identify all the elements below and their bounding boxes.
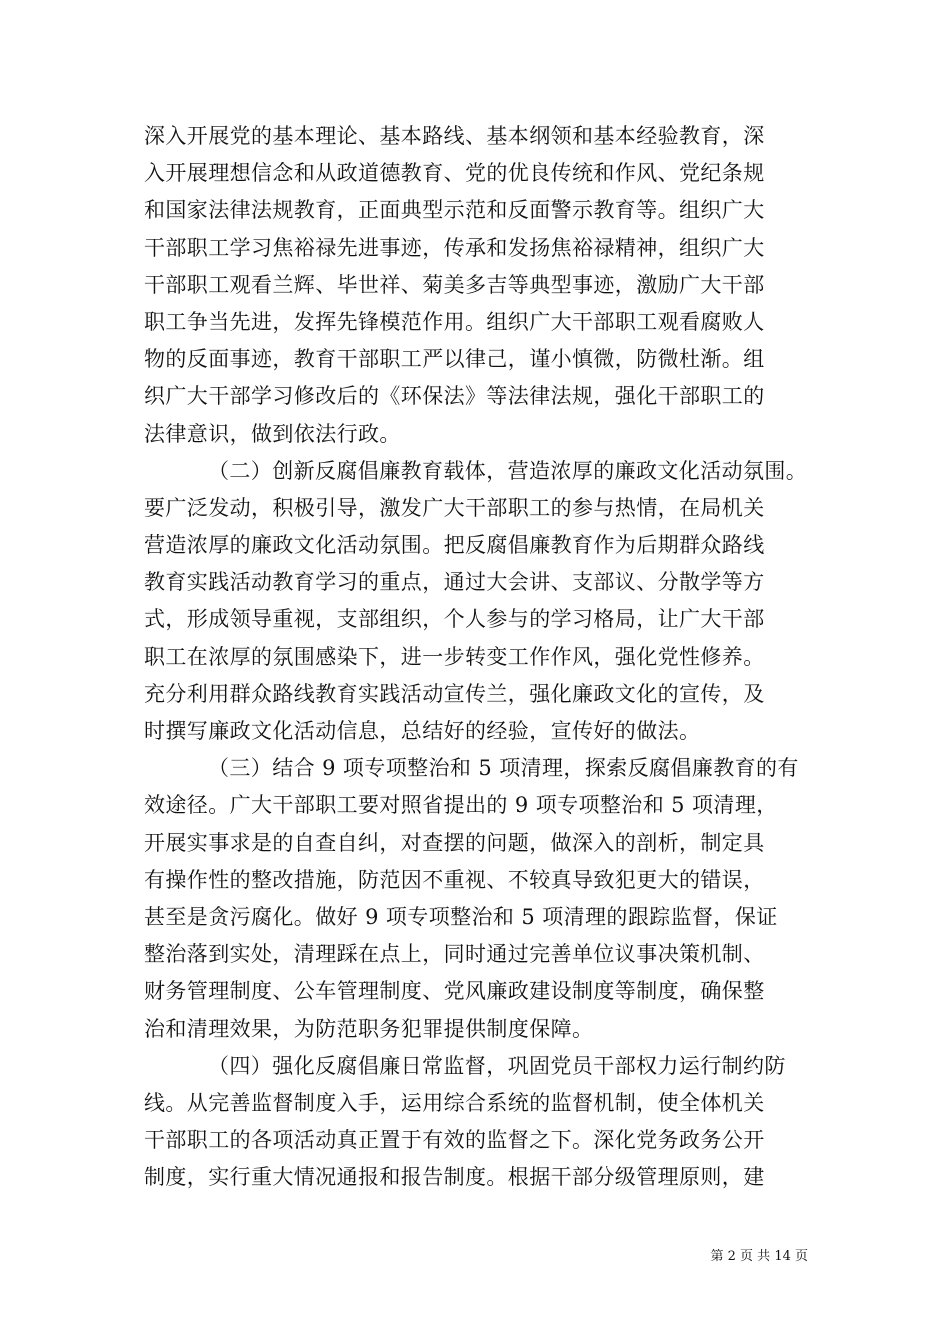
text-line: 制度，实行重大情况通报和报告制度。根据干部分级管理原则，建 bbox=[144, 1165, 765, 1190]
text-line: 干部职工观看兰辉、毕世祥、菊美多吉等典型事迹，激励广大干部 bbox=[144, 272, 765, 297]
text-line: （三）结合 9 项专项整治和 5 项清理，探索反腐倡廉教育的有 bbox=[208, 756, 799, 781]
paragraph bbox=[144, 453, 808, 751]
page-number: 第 2 页 共 14 页 bbox=[710, 1249, 808, 1264]
text-line: 干部职工的各项活动真正置于有效的监督之下。深化党务政务公开 bbox=[144, 1128, 765, 1153]
text-line: 和国家法律法规教育，正面典型示范和反面警示教育等。组织广大 bbox=[144, 198, 765, 223]
text-line: 线。从完善监督制度入手，运用综合系统的监督机制，使全体机关 bbox=[144, 1090, 765, 1115]
text-line: 整治落到实处，清理踩在点上，同时通过完善单位议事决策机制、 bbox=[144, 942, 765, 967]
text-line: 有操作性的整改措施，防范因不重视、不较真导致犯更大的错误， bbox=[144, 867, 765, 892]
text-line: （二）创新反腐倡廉教育载体，营造浓厚的廉政文化活动氛围。 bbox=[208, 458, 808, 483]
text-line: 教育实践活动教育学习的重点，通过大会讲、支部议、分散学等方 bbox=[144, 570, 765, 595]
text-line: 深入开展党的基本理论、基本路线、基本纲领和基本经验教育，深 bbox=[144, 124, 765, 148]
text-line: 织广大干部学习修改后的《环保法》等法律法规，强化干部职工的 bbox=[144, 384, 765, 409]
text-line: 入开展理想信念和从政道德教育、党的优良传统和作风、党纪条规 bbox=[144, 161, 765, 186]
paragraph bbox=[144, 750, 808, 1048]
text-line: 职工争当先进，发挥先锋模范作用。组织广大干部职工观看腐败人 bbox=[144, 309, 765, 334]
text-line: 时撰写廉政文化活动信息，总结好的经验，宣传好的做法。 bbox=[144, 719, 701, 743]
text-line: 物的反面事迹，教育干部职工严以律己，谨小慎微，防微杜渐。组 bbox=[144, 347, 765, 372]
text-line: 治和清理效果，为防范职务犯罪提供制度保障。 bbox=[144, 1016, 594, 1041]
text-line: 充分利用群众路线教育实践活动宣传兰，强化廉政文化的宣传，及 bbox=[144, 681, 765, 706]
document-body bbox=[144, 118, 808, 1196]
paragraph bbox=[144, 118, 808, 453]
text-line: （四）强化反腐倡廉日常监督，巩固党员干部权力运行制约防 bbox=[208, 1053, 786, 1078]
text-line: 财务管理制度、公车管理制度、党风廉政建设制度等制度，确保整 bbox=[144, 979, 765, 1004]
text-line: 甚至是贪污腐化。做好 9 项专项整治和 5 项清理的跟踪监督，保证 bbox=[144, 904, 778, 929]
text-line: 要广泛发动，积极引导，激发广大干部职工的参与热情，在局机关 bbox=[144, 495, 765, 520]
text-line: 式，形成领导重视，支部组织，个人参与的学习格局，让广大干部 bbox=[144, 607, 765, 632]
text-line: 干部职工学习焦裕禄先进事迹，传承和发扬焦裕禄精神，组织广大 bbox=[144, 235, 765, 260]
text-line: 职工在浓厚的氛围感染下，进一步转变工作作风，强化党性修养。 bbox=[144, 644, 765, 669]
text-line: 法律意识，做到依法行政。 bbox=[144, 421, 401, 446]
text-line: 营造浓厚的廉政文化活动氛围。把反腐倡廉教育作为后期群众路线 bbox=[144, 533, 765, 558]
text-line: 开展实事求是的自查自纠，对查摆的问题，做深入的剖析，制定具 bbox=[144, 830, 765, 855]
text-line: 效途径。广大干部职工要对照省提出的 9 项专项整治和 5 项清理， bbox=[144, 793, 778, 818]
paragraph bbox=[144, 1048, 808, 1197]
